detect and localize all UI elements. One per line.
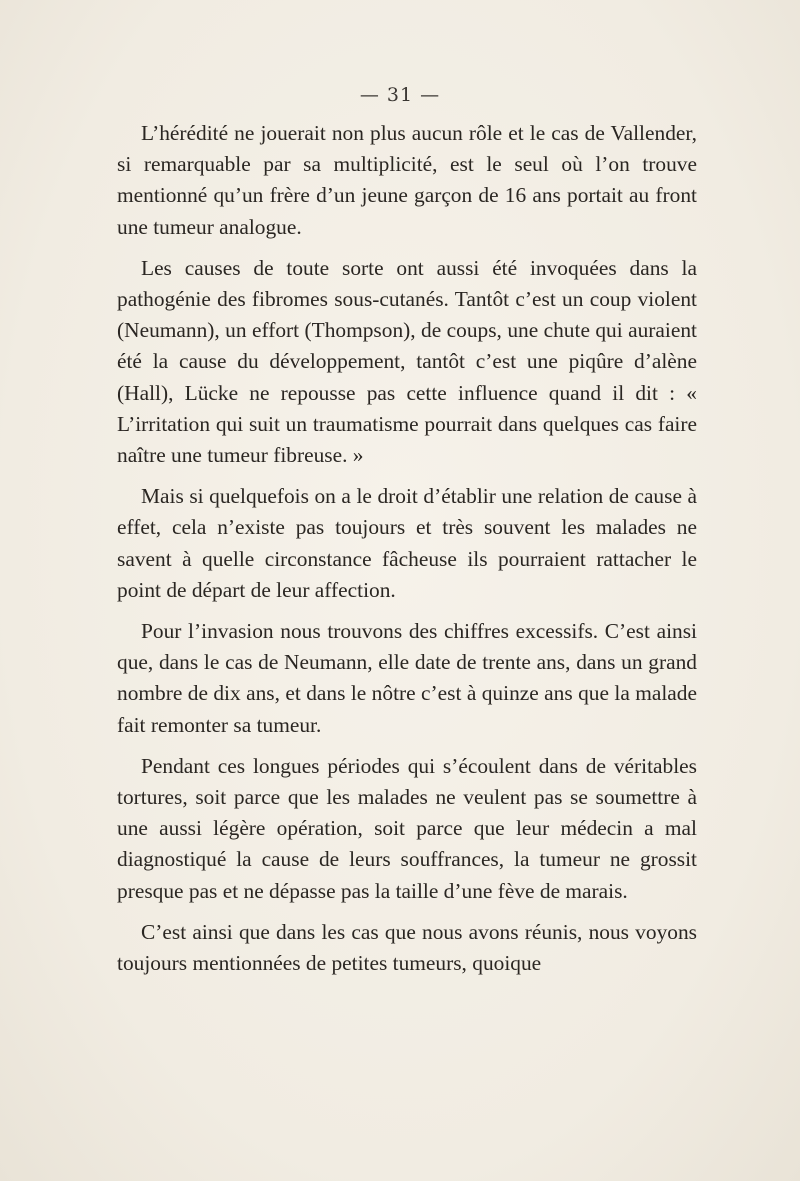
paragraph-small-tumors: C’est ainsi que dans les cas que nous avons réunis, nous voyons toujours mentionnées de petites tumeurs, quoique bbox=[117, 919, 697, 976]
page-text-body bbox=[117, 118, 697, 979]
paragraph-heredity: L’hérédité ne jouerait non plus aucun rôle et le cas de Vallender, si remarquable par sa multiplicité, est le seul où l’on trouve mentionné qu’un frère d’un jeune garçon de 16 ans portait au front une tumeur analogue. bbox=[117, 121, 697, 239]
paragraph-cause-effect: Mais si quelquefois on a le droit d’établir une relation de cause à effet, cela n’existe pas toujours et très souvent les malades ne savent à quelle circonstance fâcheuse ils pourraient rattacher le point de départ de leur affection. bbox=[117, 484, 697, 602]
paragraph-invasion: Pour l’invasion nous trouvons des chiffres excessifs. C’est ainsi que, dans le cas de Neumann, elle date de trente ans, dans un grand nombre de dix ans, et dans le nôtre c’est à quinze ans que la malade fait remonter sa tumeur. bbox=[117, 619, 697, 737]
paragraph-long-periods: Pendant ces longues périodes qui s’écoulent dans de véritables tortures, soit parce que les malades ne veulent pas se soumettre à une aussi légère opération, soit parce que leur médecin a mal diagnostiqué la cause de leurs souffrances, la tumeur ne grossit presque pas et ne dépasse pas la taille d’une fève de marais. bbox=[117, 753, 697, 903]
page-number: — 31 — bbox=[359, 84, 441, 106]
paragraph-causes: Les causes de toute sorte ont aussi été invoquées dans la pathogénie des fibromes sous-cutanés. Tantôt c’est un coup violent (Neumann), un effort (Thompson), de coups, une chute qui auraient été la cause du développement, tantôt c’est une piqûre d’alène (Hall), Lücke ne repousse pas cette influence quand il dit : « L’irritation qui suit un traumatisme pourrait dans quelques cas faire naître une tumeur fibreuse. » bbox=[117, 255, 697, 468]
